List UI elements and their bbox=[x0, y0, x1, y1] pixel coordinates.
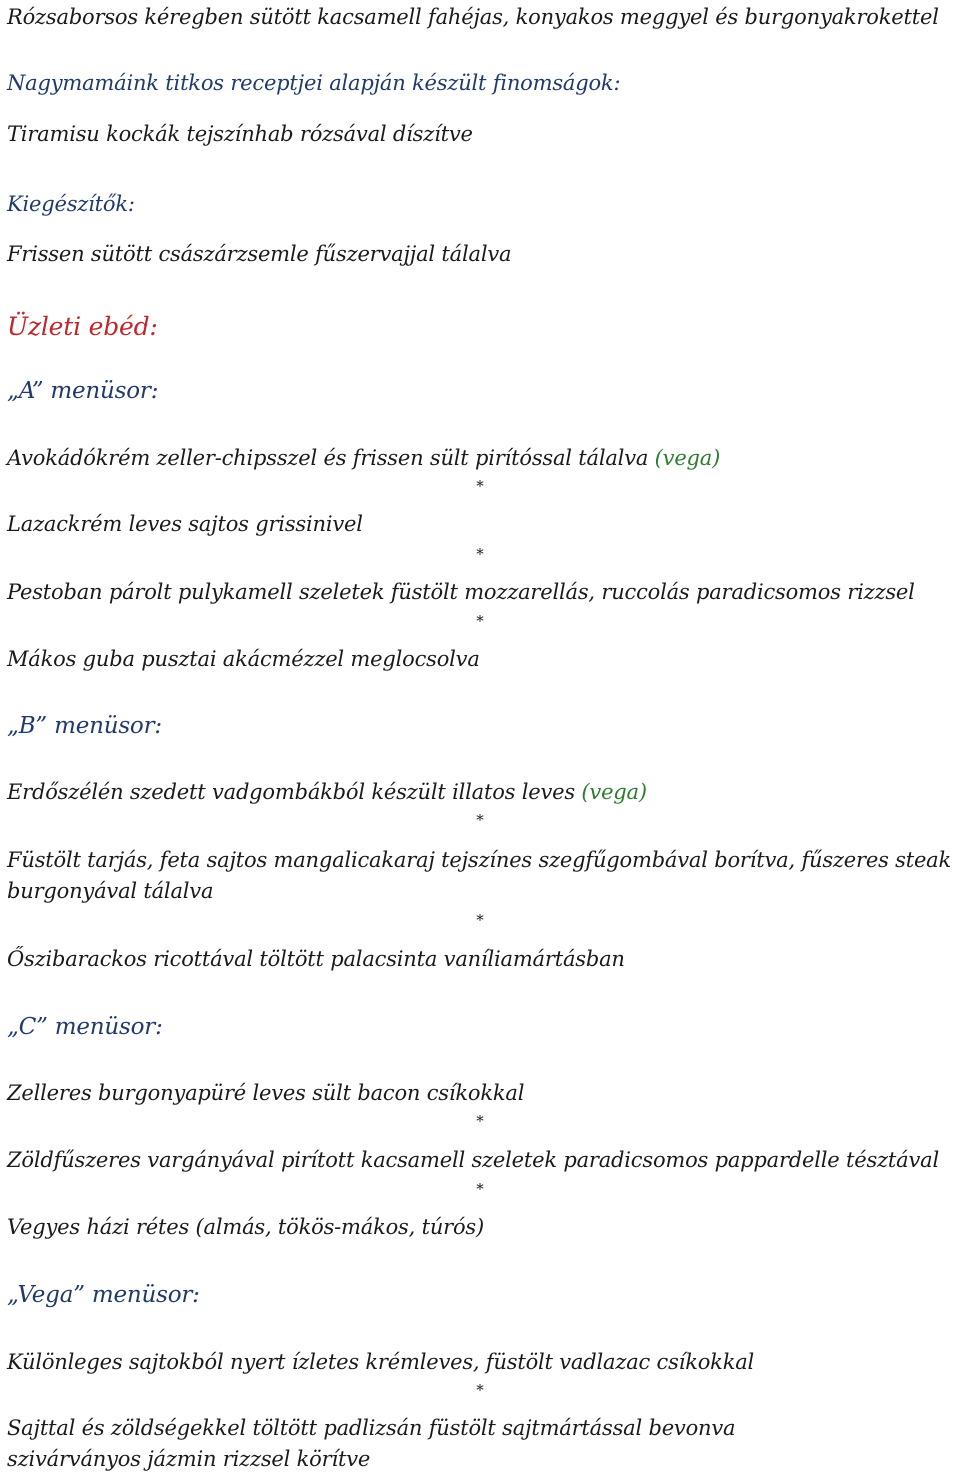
menu-vega-item-2: Sajttal és zöldségekkel töltött padlizsán füstölt sajtmártással bevonva szivárványos jázmin rizzsel körítve bbox=[7, 1416, 736, 1471]
separator-star: * bbox=[476, 1112, 484, 1130]
vega-tag: (vega) bbox=[581, 780, 647, 804]
menu-a-title: „A” menüsor: bbox=[7, 378, 159, 404]
menu-b-item-2: Füstölt tarjás, feta sajtos mangalicakaraj tejszínes szegfűgombával borítva, fűszeres steak burgonyával tálalva bbox=[7, 848, 952, 903]
separator-star: * bbox=[476, 477, 484, 495]
menu-a-item-1 bbox=[7, 445, 720, 471]
menu-c-title: „C” menüsor: bbox=[7, 1014, 163, 1040]
menu-b-item-1 bbox=[7, 779, 647, 805]
separator-star: * bbox=[476, 811, 484, 829]
menu-vega-item-1: Különleges sajtokból nyert ízletes krémleves, füstölt vadlazac csíkokkal bbox=[7, 1350, 755, 1374]
menu-b-item-3: Őszibarackos ricottával töltött palacsinta vaníliamártásban bbox=[7, 947, 625, 971]
menu-a-item-3: Pestoban párolt pulykamell szeletek füstölt mozzarellás, ruccolás paradicsomos rizzsel bbox=[7, 580, 915, 604]
dish-kaiser-roll: Frissen sütött császárzsemle fűszervajjal tálalva bbox=[7, 242, 512, 266]
vega-tag: (vega) bbox=[654, 446, 721, 470]
sides-heading: Kiegészítők: bbox=[7, 192, 135, 216]
menu-c-item-3: Vegyes házi rétes (almás, tökös-mákos, túrós) bbox=[7, 1215, 484, 1239]
separator-star: * bbox=[476, 1381, 484, 1399]
separator-star: * bbox=[476, 1180, 484, 1198]
separator-star: * bbox=[476, 545, 484, 563]
menu-b-title: „B” menüsor: bbox=[7, 713, 162, 739]
menu-b-item-1-text: Erdőszélén szedett vadgombákból készült illatos leves bbox=[7, 780, 575, 804]
menu-a-item-2: Lazackrém leves sajtos grissinivel bbox=[7, 512, 363, 536]
separator-star: * bbox=[476, 612, 484, 630]
menu-c-item-1: Zelleres burgonyapüré leves sült bacon csíkokkal bbox=[7, 1081, 525, 1105]
business-lunch-heading: Üzleti ebéd: bbox=[7, 312, 158, 341]
separator-star: * bbox=[476, 911, 484, 929]
menu-a-item-4: Mákos guba pusztai akácmézzel meglocsolva bbox=[7, 647, 480, 671]
menu-c-item-2: Zöldfűszeres vargányával pirított kacsamell szeletek paradicsomos pappardelle tésztával bbox=[7, 1148, 939, 1172]
dish-tiramisu: Tiramisu kockák tejszínhab rózsával díszítve bbox=[7, 122, 473, 146]
menu-a-item-1-text: Avokádókrém zeller-chipsszel és frissen sült pirítóssal tálalva bbox=[7, 446, 649, 470]
menu-vega-title: „Vega” menüsor: bbox=[7, 1282, 200, 1308]
grandma-recipes-heading: Nagymamáink titkos receptjei alapján készült finomságok: bbox=[7, 71, 621, 95]
dish-duck-breast: Rózsaborsos kéregben sütött kacsamell fahéjas, konyakos meggyel és burgonyakrokettel bbox=[7, 5, 939, 29]
